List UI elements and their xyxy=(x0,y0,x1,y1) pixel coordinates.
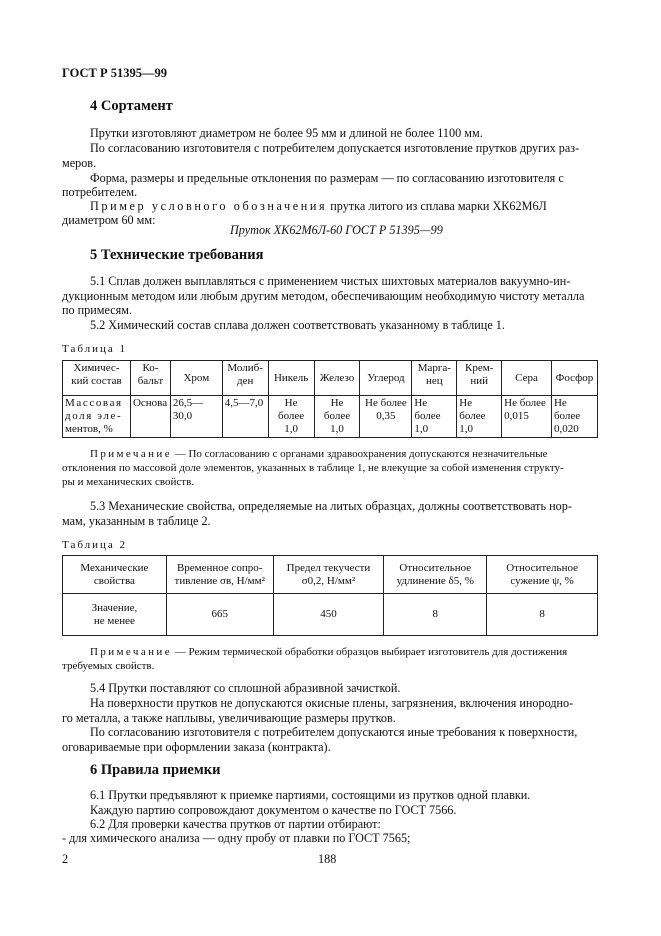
paragraph: 6.2 Для проверки качества прутков от партии отбирают: xyxy=(90,817,381,831)
page-number-center: 188 xyxy=(318,852,337,866)
example-line xyxy=(90,199,547,214)
paragraph: 5.1 Сплав должен выплавляться с применением чистых шихтовых материалов вакуумно-ин- xyxy=(90,274,571,288)
header-reduction-of-area: Относительное сужение ψ, % xyxy=(487,556,598,594)
document-code: ГОСТ Р 51395—99 xyxy=(62,66,168,80)
header-tensile-strength: Временное сопро- тивление σв, Н/мм² xyxy=(166,556,273,594)
paragraph: диаметром 60 мм: xyxy=(62,213,156,227)
example-text: прутка литого из сплава марки ХК62М6Л xyxy=(327,199,547,213)
note-label: Примечание xyxy=(90,646,172,658)
header-phosphorus: Фосфор xyxy=(551,361,597,396)
note-text: — Режим термической обработки образцов выбирает изготовитель для достижения xyxy=(171,646,568,658)
table-2 xyxy=(62,555,598,636)
paragraph: дукционным методом или любым другим методом, обеспечивающим необходимую чистоту металла xyxy=(62,289,585,303)
table-2-header-row xyxy=(63,556,598,594)
header-chemical-composition: Химичес- кий состав xyxy=(63,361,131,396)
header-mechanical-properties: Механические свойства xyxy=(63,556,167,594)
table-1-caption: Таблица 1 xyxy=(62,343,128,355)
cell-manganese: Не более 1,0 xyxy=(412,396,457,438)
paragraph: 6.1 Прутки предъявляют к приемке партиями, состоящими из прутков одной плавки. xyxy=(90,788,531,802)
note-1-line: отклонения по массовой доле элементов, указанных в таблице 1, не влекущие за собой изменения структу- xyxy=(62,462,564,474)
row-label-value: Значение, не менее xyxy=(63,594,167,636)
table-2-caption: Таблица 2 xyxy=(62,539,128,551)
paragraph: Форма, размеры и предельные отклонения по размерам — по согласованию изготовителя с xyxy=(90,171,564,185)
paragraph: На поверхности прутков не допускаются окисные плены, загрязнения, включения инородно- xyxy=(90,696,574,710)
note-2-line xyxy=(90,646,567,660)
example-designation: Пруток ХК62М6Л-60 ГОСТ Р 51395—99 xyxy=(230,223,443,237)
cell-carbon: Не более 0,35 xyxy=(360,396,412,438)
header-carbon: Углерод xyxy=(360,361,412,396)
table-1-data-row xyxy=(63,396,598,438)
cell-chromium: 26,5—30,0 xyxy=(170,396,222,438)
cell-molybdenum: 4,5—7,0 xyxy=(222,396,268,438)
header-manganese: Марга- нец xyxy=(412,361,457,396)
header-cobalt: Ко- бальт xyxy=(130,361,170,396)
paragraph: меров. xyxy=(62,156,97,170)
example-spaced-label: Пример условного обозначения xyxy=(90,199,328,213)
header-yield-strength: Предел текучести σ0,2, Н/мм² xyxy=(273,556,384,594)
cell-yield-strength: 450 xyxy=(273,594,384,636)
header-elongation: Относительное удлинение δ5, % xyxy=(384,556,487,594)
paragraph: потребителем. xyxy=(62,185,138,199)
table-2-data-row xyxy=(63,594,598,636)
cell-iron: Не более 1,0 xyxy=(314,396,360,438)
cell-elongation: 8 xyxy=(384,594,487,636)
cell-phosphorus: Не более 0,020 xyxy=(551,396,597,438)
paragraph: По согласованию изготовителя с потребителем допускаются иные требования к поверхности, xyxy=(90,725,578,739)
cell-silicon: Не более 1,0 xyxy=(457,396,502,438)
header-iron: Железо xyxy=(314,361,360,396)
section-5-title: 5 Технические требования xyxy=(90,247,264,263)
note-2-line: требуемых свойств. xyxy=(62,660,155,672)
cell-reduction-of-area: 8 xyxy=(487,594,598,636)
paragraph: По согласованию изготовителя с потребителем допускается изготовление прутков других раз- xyxy=(90,141,580,155)
table-1 xyxy=(62,360,598,438)
header-silicon: Крем- ний xyxy=(457,361,502,396)
note-label: Примечание xyxy=(90,448,172,460)
paragraph: по примесям. xyxy=(62,303,133,317)
section-4-title: 4 Сортамент xyxy=(90,98,173,114)
paragraph: 5.2 Химический состав сплава должен соответствовать указанному в таблице 1. xyxy=(90,318,505,332)
row-label-mass-fraction: Массовая доля эле- ментов, % xyxy=(63,396,131,438)
cell-sulfur: Не более 0,015 xyxy=(502,396,552,438)
header-sulfur: Сера xyxy=(502,361,552,396)
header-chromium: Хром xyxy=(170,361,222,396)
table-1-header-row xyxy=(63,361,598,396)
paragraph: оговариваемые при оформлении заказа (контракта). xyxy=(62,740,331,754)
paragraph: 5.4 Прутки поставляют со сплошной абразивной зачисткой. xyxy=(90,681,401,695)
page-number-left: 2 xyxy=(62,852,69,866)
cell-tensile-strength: 665 xyxy=(166,594,273,636)
header-molybdenum: Молиб- ден xyxy=(222,361,268,396)
header-nickel: Никель xyxy=(268,361,314,396)
note-text: — По согласованию с органами здравоохранения допускаются незначительные xyxy=(171,448,548,460)
paragraph: Прутки изготовляют диаметром не более 95 мм и длиной не более 1100 мм. xyxy=(90,126,483,140)
cell-nickel: Не более 1,0 xyxy=(268,396,314,438)
paragraph: - для химического анализа — одну пробу от плавки по ГОСТ 7565; xyxy=(62,831,411,845)
section-6-title: 6 Правила приемки xyxy=(90,762,221,778)
cell-cobalt: Основа xyxy=(130,396,170,438)
note-1-line xyxy=(90,448,548,462)
note-1-line: ры и механических свойств. xyxy=(62,476,195,488)
paragraph: мам, указанным в таблице 2. xyxy=(62,514,211,528)
paragraph: Каждую партию сопровождают документом о качестве по ГОСТ 7566. xyxy=(90,803,457,817)
paragraph: го металла, а также наплывы, увеличивающие размеры прутков. xyxy=(62,711,396,725)
paragraph: 5.3 Механические свойства, определяемые на литых образцах, должны соответствовать нор- xyxy=(90,499,572,513)
